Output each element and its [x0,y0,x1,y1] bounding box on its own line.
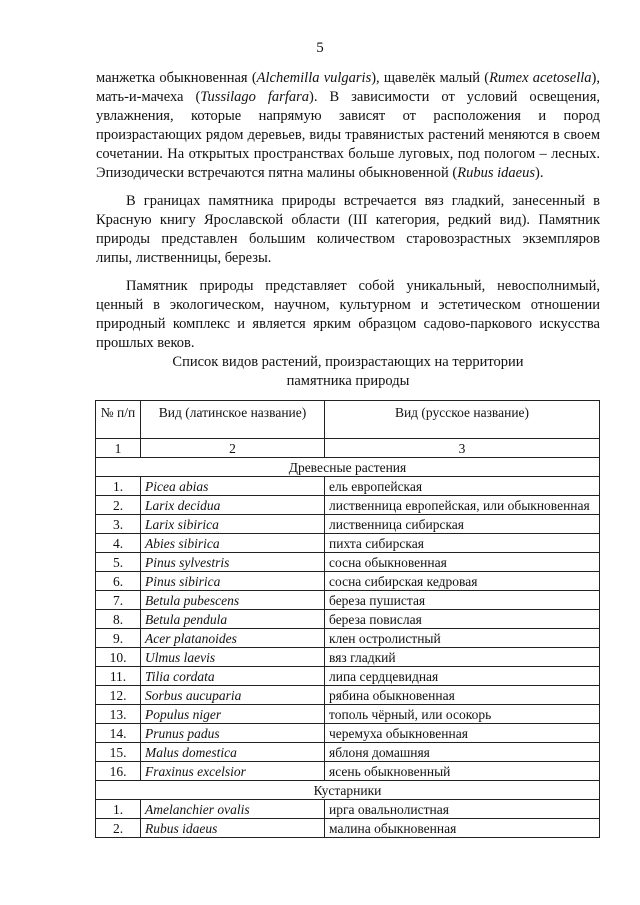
latin-name-tussilago: Tussilago farfara [200,89,309,105]
row-number: 13. [96,705,141,724]
table-row [96,743,600,762]
row-number: 7. [96,591,141,610]
table-row [96,686,600,705]
latin-name: Pinus sylvestris [141,553,325,572]
latin-name: Larix sibirica [141,515,325,534]
column-number-row [96,439,600,458]
species-table [95,400,600,838]
russian-name: сосна сибирская кедровая [325,572,600,591]
row-number: 15. [96,743,141,762]
russian-name: малина обыкновенная [325,819,600,838]
table-row [96,724,600,743]
list-title [96,353,600,391]
table-row [96,477,600,496]
list-title-line-2: памятника природы [286,373,410,389]
table-body [96,439,600,838]
russian-name: вяз гладкий [325,648,600,667]
paragraph-1 [96,69,600,183]
table-row [96,591,600,610]
latin-name: Populus niger [141,705,325,724]
table-row [96,572,600,591]
paragraph-2: В границах памятника природы встречается вяз гладкий, занесенный в Красную книгу Ярославской области (III категория, редкий вид). Памятник природы представлен большим количеством старовозрастных экземпляров липы, лиственницы, березы. [96,193,600,266]
row-number: 10. [96,648,141,667]
page-number: 5 [316,40,324,56]
header-russian: Вид (русское название) [325,401,600,439]
russian-name: береза пушистая [325,591,600,610]
latin-name: Abies sibirica [141,534,325,553]
row-number: 1. [96,477,141,496]
latin-name-rubus: Rubus idaeus [457,165,535,181]
russian-name: липа сердцевидная [325,667,600,686]
russian-name: рябина обыкновенная [325,686,600,705]
table-row [96,496,600,515]
table-row [96,534,600,553]
body-text [96,69,600,362]
latin-name: Larix decidua [141,496,325,515]
russian-name: черемуха обыкновенная [325,724,600,743]
table-row [96,610,600,629]
table-row [96,762,600,781]
row-number: 12. [96,686,141,705]
russian-name: яблоня домашняя [325,743,600,762]
table-row [96,515,600,534]
table-row [96,629,600,648]
latin-name: Betula pubescens [141,591,325,610]
table-row [96,667,600,686]
latin-name-rumex: Rumex acetosella [489,70,592,86]
row-number: 2. [96,496,141,515]
paragraph-1-text-e: ), мать-и-мачеха ( [96,70,600,105]
table-row [96,648,600,667]
russian-name: лиственница сибирская [325,515,600,534]
row-number: 11. [96,667,141,686]
column-number-1: 1 [96,439,141,458]
paragraph-1-text-a: манжетка обыкновенная ( [96,70,257,86]
row-number: 6. [96,572,141,591]
row-number: 9. [96,629,141,648]
latin-name: Tilia cordata [141,667,325,686]
paragraph-1-text-i: ). [535,165,544,181]
latin-name: Fraxinus excelsior [141,762,325,781]
column-number-2: 2 [141,439,325,458]
table-row [96,553,600,572]
row-number: 2. [96,819,141,838]
latin-name: Betula pendula [141,610,325,629]
russian-name: ель европейская [325,477,600,496]
section-title-trees: Древесные растения [96,458,600,477]
latin-name: Picea abias [141,477,325,496]
list-title-line-1: Список видов растений, произрастающих на территории [172,354,524,370]
table-row [96,705,600,724]
header-latin: Вид (латинское название) [141,401,325,439]
section-row-shrubs [96,781,600,800]
paragraph-1-text-c: ), щавелёк малый ( [371,70,490,86]
table-row [96,800,600,819]
latin-name: Ulmus laevis [141,648,325,667]
latin-name: Prunus padus [141,724,325,743]
column-number-3: 3 [325,439,600,458]
latin-name: Sorbus aucuparia [141,686,325,705]
row-number: 4. [96,534,141,553]
russian-name: ясень обыкновенный [325,762,600,781]
russian-name: тополь чёрный, или осокорь [325,705,600,724]
latin-name: Rubus idaeus [141,819,325,838]
paragraph-3: Памятник природы представляет собой уникальный, невосполнимый, ценный в экологическом, научном, культурном и эстетическом отношении природный комплекс и является ярким образцом садово-паркового искусства прошлых веков. [96,278,600,351]
russian-name: ирга овальнолистная [325,800,600,819]
row-number: 14. [96,724,141,743]
latin-name: Pinus sibirica [141,572,325,591]
section-row-trees [96,458,600,477]
header-number: № п/п [96,401,141,439]
russian-name: береза повислая [325,610,600,629]
russian-name: лиственница европейская, или обыкновенная [325,496,600,515]
russian-name: клен остролистный [325,629,600,648]
paragraph-1-text-g: ). В зависимости от условий освещения, увлажнения, которые напрямую зависят от расположения и пород произрастающих рядом деревьев, виды травянистых растений меняются в своем сочетании. На открытых пространствах больше луговых, под пологом – лесных. Эпизодически встречаются пятна малины обыкновенной ( [96,89,600,181]
row-number: 5. [96,553,141,572]
latin-name: Amelanchier ovalis [141,800,325,819]
table-header-row [96,401,600,439]
latin-name: Malus domestica [141,743,325,762]
row-number: 1. [96,800,141,819]
latin-name-alchemilla: Alchemilla vulgaris [256,70,372,86]
russian-name: сосна обыкновенная [325,553,600,572]
row-number: 3. [96,515,141,534]
row-number: 8. [96,610,141,629]
latin-name: Acer platanoides [141,629,325,648]
section-title-shrubs: Кустарники [96,781,600,800]
row-number: 16. [96,762,141,781]
russian-name: пихта сибирская [325,534,600,553]
table-row [96,819,600,838]
